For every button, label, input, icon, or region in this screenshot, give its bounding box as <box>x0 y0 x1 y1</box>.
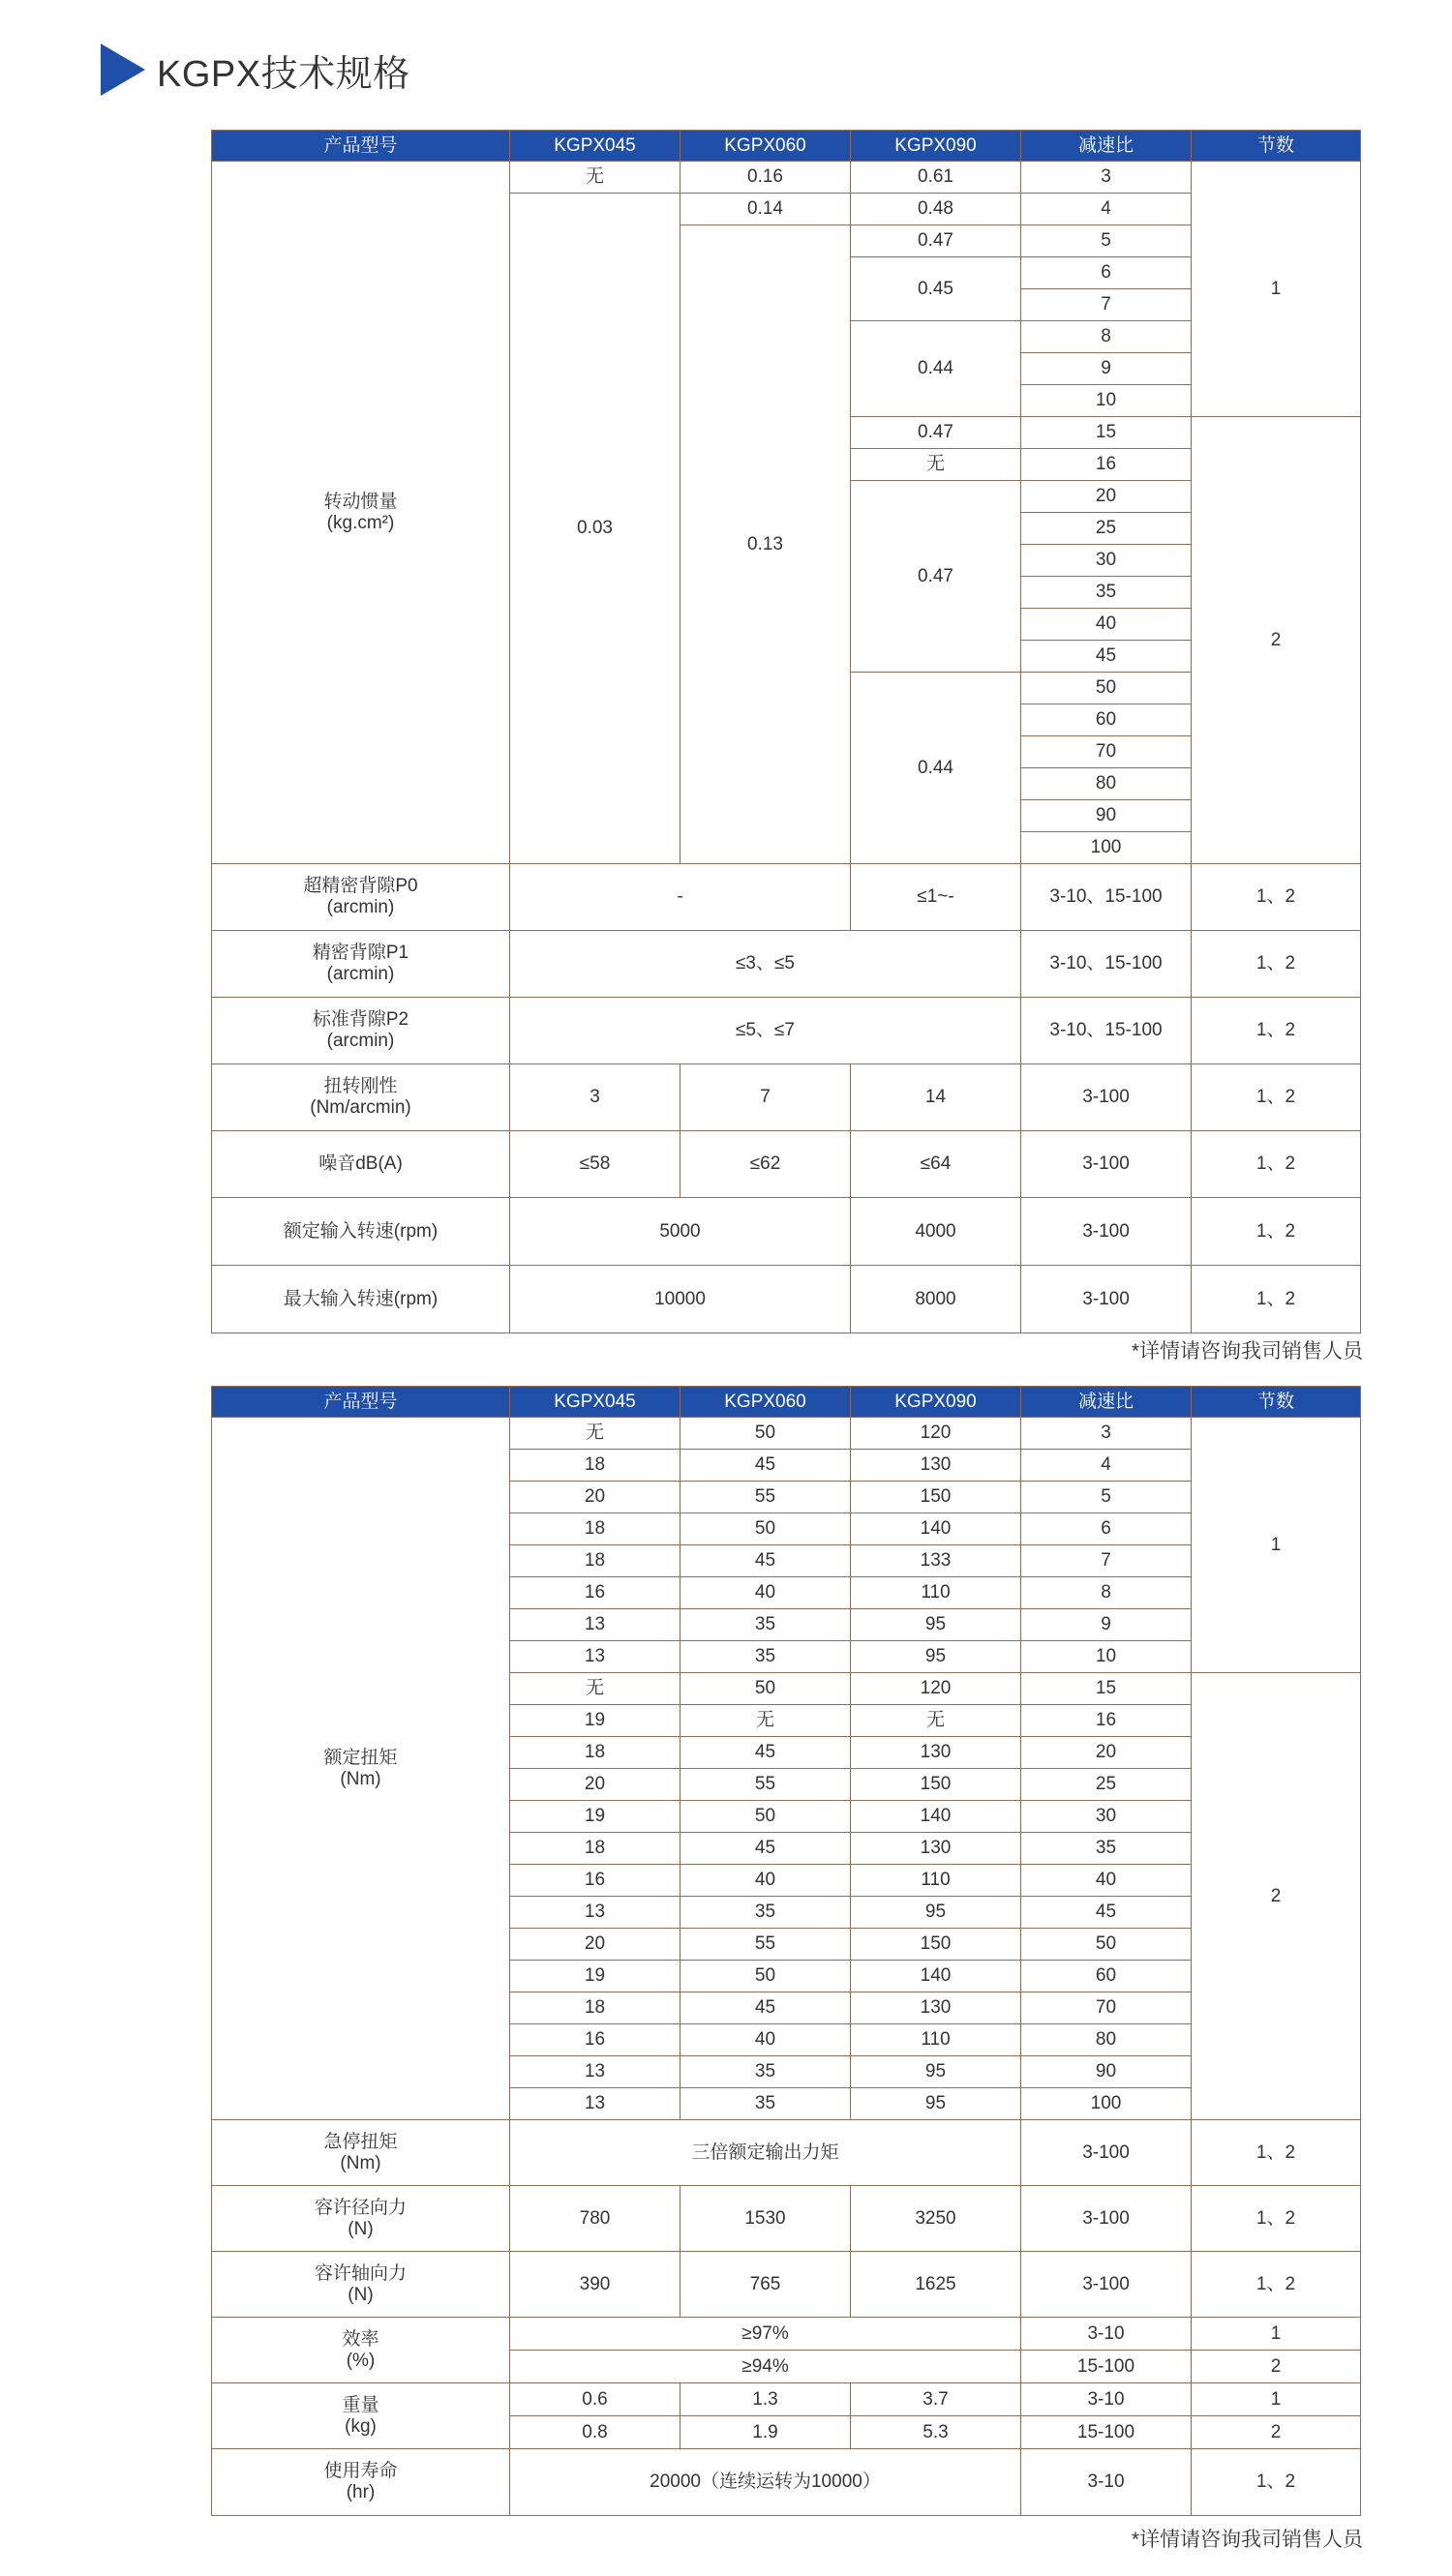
footnote-1: *详情请咨询我司销售人员 <box>1131 1340 1363 1363</box>
cell-ratio: 100 <box>1021 832 1192 864</box>
row-label: 扭转刚性 <box>323 1076 398 1096</box>
cell-kgpx045: 无 <box>510 162 681 194</box>
cell-stage: 1、2 <box>1192 1198 1361 1266</box>
cell-ratio: 30 <box>1021 545 1192 577</box>
cell-stage: 1、2 <box>1192 1266 1361 1333</box>
cell-ratio: 100 <box>1021 2088 1192 2120</box>
row-unit: (arcmin) <box>326 964 395 984</box>
cell-stage: 1、2 <box>1192 2449 1361 2516</box>
cell-kgpx090: 130 <box>851 1992 1021 2024</box>
row-unit: (Nm/arcmin) <box>310 1097 411 1118</box>
cell-ratio: 3-10 <box>1021 2449 1192 2516</box>
table-row <box>212 1198 1361 1266</box>
cell-kgpx060: 55 <box>681 1769 851 1801</box>
cell-kgpx090: 无 <box>851 1705 1021 1737</box>
cell-stage: 1 <box>1192 2318 1361 2351</box>
footnote-2: *详情请咨询我司销售人员 <box>1131 2529 1363 2551</box>
table-row <box>212 162 1361 194</box>
cell-value: ≤58 <box>510 1131 681 1198</box>
cell-ratio: 3-10、15-100 <box>1021 998 1192 1064</box>
row-label: 精密背隙P1 <box>312 943 409 963</box>
table-row <box>212 2449 1361 2516</box>
cell-kgpx090: 150 <box>851 1769 1021 1801</box>
cell-ratio: 16 <box>1021 1705 1192 1737</box>
cell-kgpx090: 95 <box>851 1897 1021 1929</box>
cell-kgpx090: 150 <box>851 1482 1021 1513</box>
cell-ratio: 3-10、15-100 <box>1021 931 1192 998</box>
cell-ratio: 5 <box>1021 1482 1192 1513</box>
col-header-kgpx060: KGPX060 <box>681 131 851 162</box>
inertia-label: 转动惯量 <box>323 491 398 512</box>
torque-unit: (Nm) <box>340 1768 381 1789</box>
cell-ratio: 7 <box>1021 1545 1192 1577</box>
cell-value: - <box>510 864 851 931</box>
cell-kgpx045: 16 <box>510 1865 681 1897</box>
row-label: 最大输入转速(rpm) <box>212 1266 510 1333</box>
row-label-cell <box>212 2252 510 2318</box>
cell-kgpx060: 40 <box>681 2024 851 2056</box>
cell-ratio: 20 <box>1021 1737 1192 1769</box>
cell-kgpx045: 16 <box>510 2024 681 2056</box>
cell-kgpx045: 无 <box>510 1673 681 1705</box>
cell-stage: 1 <box>1192 162 1361 417</box>
cell-kgpx045: 13 <box>510 2056 681 2088</box>
table-row <box>212 1064 1361 1131</box>
cell-kgpx045: 19 <box>510 1705 681 1737</box>
cell-stage: 1、2 <box>1192 998 1361 1064</box>
cell-kgpx060: 无 <box>681 1705 851 1737</box>
cell-kgpx090: 130 <box>851 1737 1021 1769</box>
cell-kgpx060: 45 <box>681 1737 851 1769</box>
page-header <box>101 43 410 97</box>
row-unit: (N) <box>348 2218 374 2239</box>
cell-kgpx060: 50 <box>681 1801 851 1833</box>
cell-kgpx045: 13 <box>510 1897 681 1929</box>
row-unit: (kg) <box>345 2415 377 2437</box>
col-header-kgpx045: KGPX045 <box>510 131 681 162</box>
table-row <box>212 998 1361 1064</box>
cell-value: 780 <box>510 2186 681 2252</box>
cell-kgpx060: 45 <box>681 1450 851 1482</box>
row-label-cell <box>212 2318 510 2383</box>
cell-ratio: 3 <box>1021 1418 1192 1450</box>
cell-kgpx090: 150 <box>851 1929 1021 1961</box>
row-label-cell <box>212 2120 510 2186</box>
cell-ratio: 15-100 <box>1021 2351 1192 2383</box>
cell-kgpx045: 13 <box>510 1641 681 1673</box>
cell-value: ≥94% <box>510 2351 1021 2383</box>
cell-ratio: 50 <box>1021 1929 1192 1961</box>
cell-ratio: 40 <box>1021 1865 1192 1897</box>
col-header-ratio: 减速比 <box>1021 131 1192 162</box>
cell-kgpx090: 130 <box>851 1450 1021 1482</box>
row-unit: (N) <box>348 2284 374 2305</box>
cell-value: 1.9 <box>681 2416 851 2449</box>
cell-stage: 1、2 <box>1192 2120 1361 2186</box>
cell-stage: 1 <box>1192 1418 1361 1673</box>
row-unit: (arcmin) <box>326 1031 395 1051</box>
cell-kgpx090: 0.44 <box>851 321 1021 417</box>
cell-value: 3.7 <box>851 2383 1021 2416</box>
row-unit: (Nm) <box>340 2152 381 2173</box>
page-title: KGPX技术规格 <box>157 53 410 95</box>
row-label: 急停扭矩 <box>323 2131 398 2152</box>
table-row <box>212 1418 1361 1450</box>
cell-ratio: 3-100 <box>1021 2120 1192 2186</box>
cell-kgpx045: 20 <box>510 1482 681 1513</box>
cell-ratio: 20 <box>1021 481 1192 513</box>
cell-stage: 1、2 <box>1192 1131 1361 1198</box>
cell-kgpx060: 0.16 <box>681 162 851 194</box>
cell-kgpx060: 50 <box>681 1513 851 1545</box>
cell-ratio: 3-10、15-100 <box>1021 864 1192 931</box>
row-unit: (%) <box>346 2350 376 2371</box>
cell-kgpx090: 110 <box>851 2024 1021 2056</box>
cell-ratio: 3-10 <box>1021 2318 1192 2351</box>
cell-value: 三倍额定输出力矩 <box>510 2120 1021 2186</box>
cell-kgpx045: 无 <box>510 1418 681 1450</box>
cell-kgpx090: 140 <box>851 1961 1021 1992</box>
cell-kgpx060: 45 <box>681 1545 851 1577</box>
cell-ratio: 10 <box>1021 1641 1192 1673</box>
row-label-cell <box>212 931 510 998</box>
cell-ratio: 25 <box>1021 513 1192 545</box>
cell-kgpx060: 50 <box>681 1961 851 1992</box>
cell-ratio: 80 <box>1021 2024 1192 2056</box>
cell-stage: 2 <box>1192 2416 1361 2449</box>
cell-kgpx045: 13 <box>510 1609 681 1641</box>
cell-kgpx090: 120 <box>851 1673 1021 1705</box>
cell-kgpx090: 0.44 <box>851 673 1021 864</box>
cell-value: 8000 <box>851 1266 1021 1333</box>
row-unit: (hr) <box>346 2482 376 2502</box>
row-label-cell <box>212 864 510 931</box>
col-header-kgpx090: KGPX090 <box>851 1387 1021 1418</box>
cell-stage: 1、2 <box>1192 864 1361 931</box>
cell-ratio: 3-100 <box>1021 2252 1192 2318</box>
cell-ratio: 4 <box>1021 1450 1192 1482</box>
cell-ratio: 9 <box>1021 353 1192 385</box>
cell-value: ≤3、≤5 <box>510 931 1021 998</box>
cell-kgpx045: 18 <box>510 1992 681 2024</box>
cell-ratio: 8 <box>1021 321 1192 353</box>
row-label-cell <box>212 2449 510 2516</box>
cell-value: 1.3 <box>681 2383 851 2416</box>
cell-kgpx060: 35 <box>681 2056 851 2088</box>
row-label-cell <box>212 2186 510 2252</box>
cell-kgpx060: 35 <box>681 1897 851 1929</box>
col-header-kgpx045: KGPX045 <box>510 1387 681 1418</box>
cell-ratio: 3 <box>1021 162 1192 194</box>
row-label-cell <box>212 2383 510 2449</box>
cell-ratio: 15-100 <box>1021 2416 1192 2449</box>
cell-ratio: 3-100 <box>1021 1064 1192 1131</box>
cell-kgpx090: 95 <box>851 2056 1021 2088</box>
cell-ratio: 90 <box>1021 2056 1192 2088</box>
cell-value: 0.8 <box>510 2416 681 2449</box>
row-label: 超精密背隙P0 <box>303 876 418 896</box>
row-unit: (arcmin) <box>326 897 395 917</box>
cell-value: ≤64 <box>851 1131 1021 1198</box>
inertia-unit: (kg.cm²) <box>326 512 395 533</box>
cell-stage: 2 <box>1192 2351 1361 2383</box>
cell-kgpx090: 0.45 <box>851 257 1021 321</box>
cell-ratio: 30 <box>1021 1801 1192 1833</box>
cell-kgpx090: 110 <box>851 1577 1021 1609</box>
cell-ratio: 6 <box>1021 257 1192 289</box>
triangle-bullet-icon <box>101 44 145 96</box>
cell-kgpx090: 0.48 <box>851 194 1021 225</box>
cell-value: 390 <box>510 2252 681 2318</box>
row-label: 噪音dB(A) <box>212 1131 510 1198</box>
torque-label-cell <box>212 1418 510 2120</box>
col-header-stage: 节数 <box>1192 1387 1361 1418</box>
cell-ratio: 70 <box>1021 736 1192 768</box>
row-label: 效率 <box>342 2328 379 2350</box>
inertia-label-cell <box>212 162 510 864</box>
row-label: 容许轴向力 <box>314 2262 407 2284</box>
cell-ratio: 35 <box>1021 577 1192 609</box>
table-row <box>212 1266 1361 1333</box>
cell-value: ≤1~- <box>851 864 1021 931</box>
cell-ratio: 45 <box>1021 1897 1192 1929</box>
col-header-model: 产品型号 <box>212 1387 510 1418</box>
cell-kgpx045: 18 <box>510 1545 681 1577</box>
cell-kgpx060: 35 <box>681 1609 851 1641</box>
cell-kgpx045: 0.03 <box>510 194 681 864</box>
cell-value: 14 <box>851 1064 1021 1131</box>
cell-ratio: 6 <box>1021 1513 1192 1545</box>
cell-kgpx060: 40 <box>681 1577 851 1609</box>
cell-ratio: 4 <box>1021 194 1192 225</box>
table-row <box>212 864 1361 931</box>
cell-ratio: 3-10 <box>1021 2383 1192 2416</box>
cell-kgpx090: 95 <box>851 1609 1021 1641</box>
col-header-kgpx060: KGPX060 <box>681 1387 851 1418</box>
row-label: 容许径向力 <box>314 2197 407 2218</box>
cell-kgpx060: 0.13 <box>681 225 851 864</box>
cell-kgpx090: 0.47 <box>851 481 1021 673</box>
cell-ratio: 5 <box>1021 225 1192 257</box>
cell-ratio: 8 <box>1021 1577 1192 1609</box>
cell-value: ≤5、≤7 <box>510 998 1021 1064</box>
row-label: 标准背隙P2 <box>312 1009 409 1030</box>
cell-value: 10000 <box>510 1266 851 1333</box>
row-label: 使用寿命 <box>323 2461 398 2481</box>
cell-stage: 2 <box>1192 1673 1361 2120</box>
cell-kgpx090: 0.61 <box>851 162 1021 194</box>
cell-kgpx045: 20 <box>510 1769 681 1801</box>
cell-kgpx045: 13 <box>510 2088 681 2120</box>
cell-value: ≤62 <box>681 1131 851 1198</box>
cell-ratio: 9 <box>1021 1609 1192 1641</box>
cell-kgpx045: 18 <box>510 1513 681 1545</box>
cell-kgpx045: 18 <box>510 1833 681 1865</box>
cell-kgpx060: 35 <box>681 2088 851 2120</box>
cell-stage: 1、2 <box>1192 1064 1361 1131</box>
cell-value: 3 <box>510 1064 681 1131</box>
cell-kgpx090: 0.47 <box>851 225 1021 257</box>
cell-value: 5000 <box>510 1198 851 1266</box>
cell-kgpx090: 140 <box>851 1801 1021 1833</box>
cell-ratio: 15 <box>1021 417 1192 449</box>
cell-ratio: 50 <box>1021 673 1192 704</box>
cell-ratio: 35 <box>1021 1833 1192 1865</box>
cell-ratio: 16 <box>1021 449 1192 481</box>
cell-value: 5.3 <box>851 2416 1021 2449</box>
row-label-cell <box>212 998 510 1064</box>
cell-ratio: 25 <box>1021 1769 1192 1801</box>
cell-stage: 2 <box>1192 417 1361 864</box>
cell-kgpx045: 18 <box>510 1737 681 1769</box>
cell-value: 765 <box>681 2252 851 2318</box>
table-row <box>212 2120 1361 2186</box>
cell-value: 4000 <box>851 1198 1021 1266</box>
cell-ratio: 3-100 <box>1021 1198 1192 1266</box>
cell-kgpx090: 无 <box>851 449 1021 481</box>
cell-ratio: 40 <box>1021 609 1192 641</box>
cell-kgpx090: 95 <box>851 1641 1021 1673</box>
cell-kgpx060: 50 <box>681 1673 851 1705</box>
cell-kgpx060: 40 <box>681 1865 851 1897</box>
torque-rows <box>212 1418 1361 2120</box>
cell-ratio: 45 <box>1021 641 1192 673</box>
cell-stage: 1、2 <box>1192 931 1361 998</box>
cell-kgpx060: 45 <box>681 1992 851 2024</box>
cell-kgpx090: 95 <box>851 2088 1021 2120</box>
cell-kgpx060: 55 <box>681 1929 851 1961</box>
cell-kgpx045: 18 <box>510 1450 681 1482</box>
cell-value: 1625 <box>851 2252 1021 2318</box>
cell-ratio: 7 <box>1021 289 1192 321</box>
cell-kgpx045: 16 <box>510 1577 681 1609</box>
col-header-model: 产品型号 <box>212 131 510 162</box>
cell-kgpx090: 110 <box>851 1865 1021 1897</box>
cell-kgpx060: 50 <box>681 1418 851 1450</box>
col-header-ratio: 减速比 <box>1021 1387 1192 1418</box>
cell-kgpx060: 55 <box>681 1482 851 1513</box>
cell-kgpx060: 0.14 <box>681 194 851 225</box>
cell-kgpx090: 130 <box>851 1833 1021 1865</box>
cell-ratio: 3-100 <box>1021 1131 1192 1198</box>
cell-kgpx090: 0.47 <box>851 417 1021 449</box>
cell-kgpx045: 20 <box>510 1929 681 1961</box>
spec-table-1 <box>211 130 1361 1333</box>
cell-stage: 1、2 <box>1192 2186 1361 2252</box>
cell-kgpx060: 45 <box>681 1833 851 1865</box>
cell-value: 1530 <box>681 2186 851 2252</box>
cell-kgpx045: 19 <box>510 1801 681 1833</box>
cell-kgpx090: 133 <box>851 1545 1021 1577</box>
cell-value: 0.6 <box>510 2383 681 2416</box>
table-row <box>212 2252 1361 2318</box>
table-header-row <box>212 131 1361 162</box>
spec-table-2 <box>211 1386 1361 2516</box>
row-label: 额定输入转速(rpm) <box>212 1198 510 1266</box>
cell-ratio: 3-100 <box>1021 1266 1192 1333</box>
col-header-stage: 节数 <box>1192 131 1361 162</box>
table-row <box>212 2383 1361 2416</box>
cell-kgpx090: 140 <box>851 1513 1021 1545</box>
col-header-kgpx090: KGPX090 <box>851 131 1021 162</box>
row-label-cell <box>212 1064 510 1131</box>
cell-stage: 1、2 <box>1192 2252 1361 2318</box>
torque-label: 额定扭矩 <box>323 1747 398 1768</box>
cell-value: ≥97% <box>510 2318 1021 2351</box>
table-row <box>212 2318 1361 2351</box>
table-row <box>212 2186 1361 2252</box>
cell-ratio: 90 <box>1021 800 1192 832</box>
cell-kgpx060: 35 <box>681 1641 851 1673</box>
cell-value: 7 <box>681 1064 851 1131</box>
cell-kgpx090: 120 <box>851 1418 1021 1450</box>
table-header-row <box>212 1387 1361 1418</box>
cell-ratio: 60 <box>1021 704 1192 736</box>
table-row <box>212 931 1361 998</box>
cell-value: 20000（连续运转为10000） <box>510 2449 1021 2516</box>
row-label: 重量 <box>342 2394 379 2415</box>
cell-ratio: 10 <box>1021 385 1192 417</box>
cell-kgpx045: 19 <box>510 1961 681 1992</box>
cell-ratio: 15 <box>1021 1673 1192 1705</box>
cell-ratio: 3-100 <box>1021 2186 1192 2252</box>
cell-value: 3250 <box>851 2186 1021 2252</box>
table-row <box>212 1131 1361 1198</box>
cell-ratio: 70 <box>1021 1992 1192 2024</box>
cell-ratio: 80 <box>1021 768 1192 800</box>
cell-ratio: 60 <box>1021 1961 1192 1992</box>
cell-stage: 1 <box>1192 2383 1361 2416</box>
